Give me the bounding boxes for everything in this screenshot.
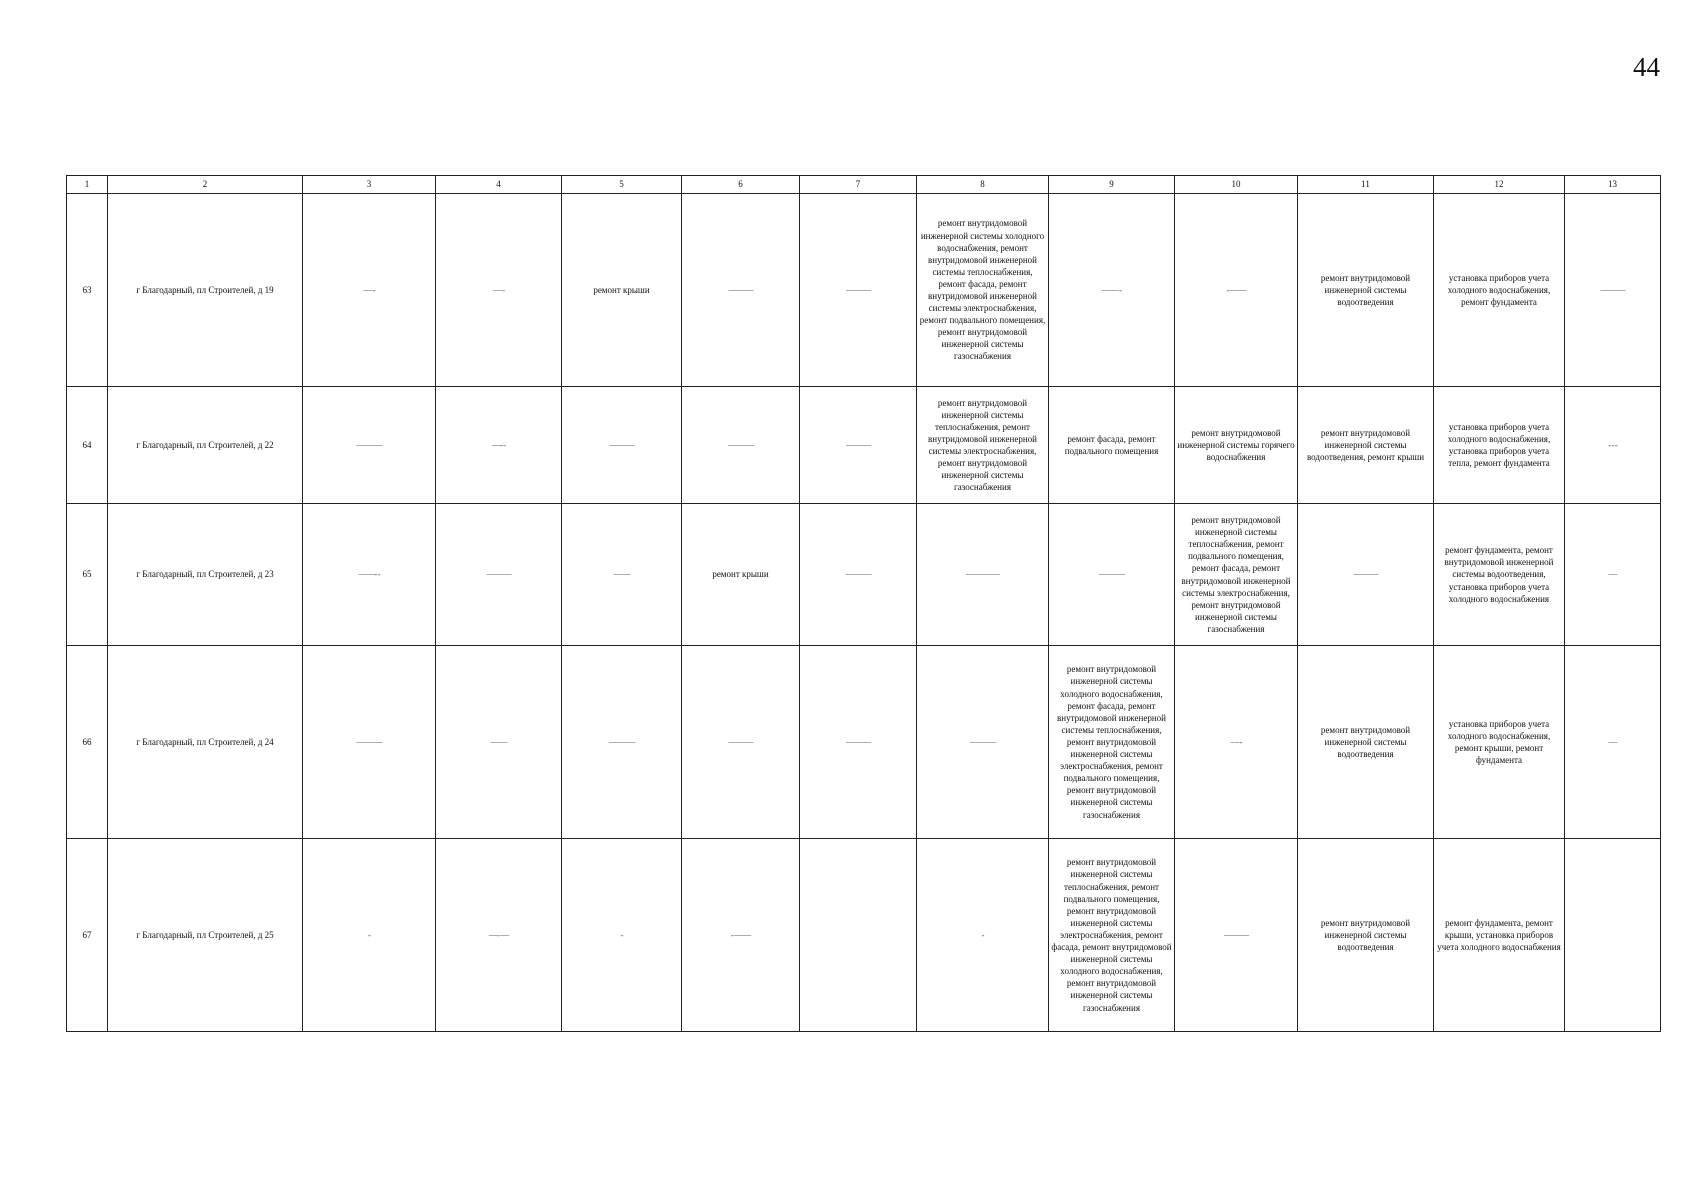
work-cell: - —— <box>682 839 800 1032</box>
work-cell: ——— <box>682 194 800 387</box>
table-row <box>67 387 1661 504</box>
work-cell: ремонт внутридомовой инженерной системы теплоснабжения, ремонт подвального помещения, ремонт внутридомовой инженерной системы электроснабжения, ремонт фасада, ремонт внутридомовой инженерной системы холодного водоснабжения, ремонт внутридомовой инженерной системы газоснабжения <box>1049 839 1175 1032</box>
address-cell: г Благодарный, пл Строителей, д 25 <box>108 839 303 1032</box>
work-cell: - - - <box>1565 387 1661 504</box>
works-table <box>66 175 1661 1032</box>
work-cell: — —— <box>303 387 436 504</box>
table-row <box>67 504 1661 646</box>
work-cell: ——— <box>436 504 562 646</box>
work-cell: ремонт крыши <box>682 504 800 646</box>
address-cell: г Благодарный, пл Строителей, д 24 <box>108 646 303 839</box>
work-cell: — —— <box>1049 504 1175 646</box>
work-cell: ——— <box>800 387 917 504</box>
table-row <box>67 839 1661 1032</box>
work-cell: ремонт крыши <box>562 194 682 387</box>
column-number: 5 <box>562 176 682 194</box>
work-cell: ремонт внутридомовой инженерной системы водоотведения, ремонт крыши <box>1298 387 1434 504</box>
work-cell: ремонт внутридомовой инженерной системы холодного водоснабжения, ремонт фасада, ремонт внутридомовой инженерной системы теплоснабжения, ремонт внутридомовой инженерной системы электроснабжения, ремонт подвального помещения, ремонт внутридомовой инженерной системы газоснабжения <box>1049 646 1175 839</box>
table-row <box>67 194 1661 387</box>
work-cell: - —— <box>1175 194 1298 387</box>
work-cell: ремонт внутридомовой инженерной системы теплоснабжения, ремонт подвального помещения, ремонт фасада, ремонт внутридомовой инженерной системы электроснабжения, ремонт внутридомовой инженерной системы газоснабжения <box>1175 504 1298 646</box>
column-number: 10 <box>1175 176 1298 194</box>
work-cell: ремонт фасада, ремонт подвального помещения <box>1049 387 1175 504</box>
work-cell: —— <box>436 646 562 839</box>
work-cell: ——- - <box>303 504 436 646</box>
work-cell: — —— <box>303 646 436 839</box>
table-row <box>67 646 1661 839</box>
work-cell: — —— <box>917 646 1049 839</box>
work-cell: ремонт внутридомовой инженерной системы водоотведения <box>1298 839 1434 1032</box>
work-cell: ремонт внутридомовой инженерной системы теплоснабжения, ремонт внутридомовой инженерной системы электроснабжения, ремонт внутридомовой инженерной системы газоснабжения <box>917 387 1049 504</box>
work-cell: — —— <box>562 646 682 839</box>
work-cell: —— - <box>1049 194 1175 387</box>
work-cell: — - <box>1175 646 1298 839</box>
row-number: 65 <box>67 504 108 646</box>
work-cell: —— —— <box>917 504 1049 646</box>
column-number: 11 <box>1298 176 1434 194</box>
work-cell: - <box>562 839 682 1032</box>
work-cell: ——— <box>682 646 800 839</box>
work-cell: ——— <box>800 194 917 387</box>
column-number: 8 <box>917 176 1049 194</box>
work-cell: — —— <box>800 504 917 646</box>
work-cell: ремонт внутридомовой инженерной системы холодного водоснабжения, ремонт внутридомовой инженерной системы теплоснабжения, ремонт фасада, ремонт внутридомовой инженерной системы электроснабжения, ремонт подвального помещения, ремонт внутридомовой инженерной системы газоснабжения <box>917 194 1049 387</box>
address-cell: г Благодарный, пл Строителей, д 23 <box>108 504 303 646</box>
work-cell: —- — <box>436 839 562 1032</box>
work-cell: ремонт внутридомовой инженерной системы водоотведения <box>1298 194 1434 387</box>
row-number: 66 <box>67 646 108 839</box>
work-cell: ——— <box>800 646 917 839</box>
work-cell: ремонт внутридомовой инженерной системы водоотведения <box>1298 646 1434 839</box>
work-cell: — <box>1565 646 1661 839</box>
work-cell: ——— <box>562 387 682 504</box>
work-cell: ——— <box>1298 504 1434 646</box>
column-number: 9 <box>1049 176 1175 194</box>
work-cell: ——— <box>1175 839 1298 1032</box>
address-cell: г Благодарный, пл Строителей, д 22 <box>108 387 303 504</box>
work-cell: установка приборов учета холодного водоснабжения, ремонт фундамента <box>1434 194 1565 387</box>
column-number: 3 <box>303 176 436 194</box>
row-number: 67 <box>67 839 108 1032</box>
row-number: 63 <box>67 194 108 387</box>
row-number: 64 <box>67 387 108 504</box>
work-cell: — - <box>436 194 562 387</box>
column-number: 4 <box>436 176 562 194</box>
work-cell: ——— <box>1565 194 1661 387</box>
column-number: 7 <box>800 176 917 194</box>
column-number: 13 <box>1565 176 1661 194</box>
address-cell: г Благодарный, пл Строителей, д 19 <box>108 194 303 387</box>
column-number: 12 <box>1434 176 1565 194</box>
work-cell: ремонт фундамента, ремонт внутридомовой инженерной системы водоотведения, установка приборов учета холодного водоснабжения <box>1434 504 1565 646</box>
column-number-row <box>67 176 1661 194</box>
work-cell: ремонт фундамента, ремонт крыши, установка приборов учета холодного водоснабжения <box>1434 839 1565 1032</box>
work-cell: - <box>917 839 1049 1032</box>
column-number: 1 <box>67 176 108 194</box>
work-cell: установка приборов учета холодного водоснабжения, установка приборов учета тепла, ремонт фундамента <box>1434 387 1565 504</box>
work-cell: - <box>303 839 436 1032</box>
work-cell: — - <box>303 194 436 387</box>
work-cell <box>800 839 917 1032</box>
work-cell: —- - <box>436 387 562 504</box>
column-number: 2 <box>108 176 303 194</box>
work-cell: — —— <box>682 387 800 504</box>
work-cell: —— <box>562 504 682 646</box>
work-cell: ремонт внутридомовой инженерной системы горячего водоснабжения <box>1175 387 1298 504</box>
page-number: 44 <box>1633 52 1660 82</box>
work-cell <box>1565 839 1661 1032</box>
column-number: 6 <box>682 176 800 194</box>
work-cell: — <box>1565 504 1661 646</box>
work-cell: установка приборов учета холодного водоснабжения, ремонт крыши, ремонт фундамента <box>1434 646 1565 839</box>
